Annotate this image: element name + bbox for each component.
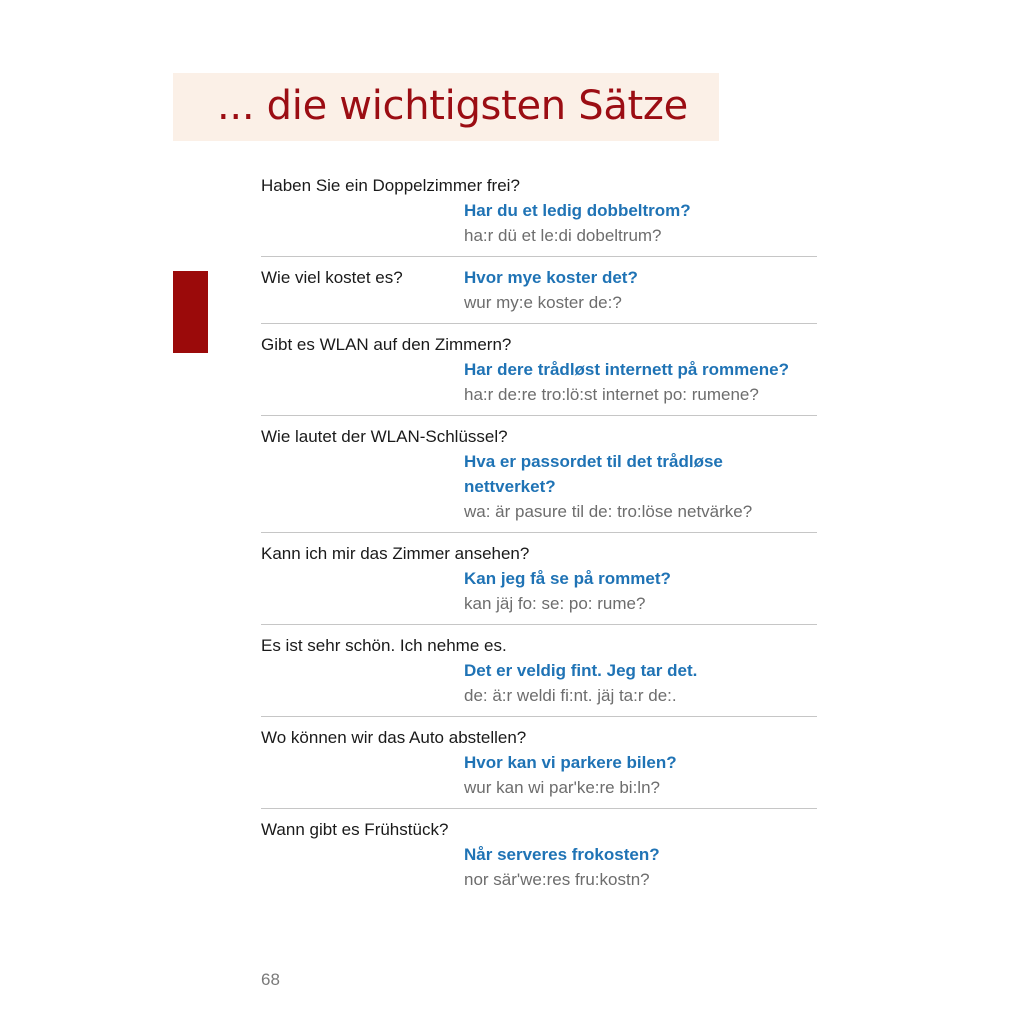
phrase-list [261, 173, 817, 908]
norwegian-translation: Hvor kan vi parkere bilen? [464, 753, 677, 772]
german-phrase: Haben Sie ein Doppelzimmer frei? [261, 176, 520, 195]
german-phrase: Wie lautet der WLAN-Schlüssel? [261, 427, 508, 446]
chapter-marker [173, 271, 208, 353]
phrase-entry [261, 265, 817, 324]
pronunciation: de: ä:r weldi fi:nt. jäj ta:r de:. [464, 686, 677, 705]
page-title: ... die wichtigsten Sätze [217, 83, 688, 129]
german-phrase: Kann ich mir das Zimmer ansehen? [261, 544, 530, 563]
german-phrase: Wann gibt es Frühstück? [261, 820, 449, 839]
phrase-entry [261, 541, 817, 625]
pronunciation: ha:r de:re tro:lö:st internet po: rumene? [464, 385, 759, 404]
title-banner [173, 73, 719, 141]
pronunciation: kan jäj fo: se: po: rume? [464, 594, 646, 613]
phrase-entry [261, 332, 817, 416]
norwegian-translation: Hva er passordet til det trådløse nettverket? [464, 452, 723, 496]
norwegian-translation: Kan jeg få se på rommet? [464, 569, 671, 588]
pronunciation: ha:r dü et le:di dobeltrum? [464, 226, 662, 245]
pronunciation: nor sär'we:res fru:kostn? [464, 870, 650, 889]
norwegian-translation: Har dere trådløst internett på rommene? [464, 360, 789, 379]
pronunciation: wur kan wi par'ke:re bi:ln? [464, 778, 660, 797]
phrase-entry [261, 817, 817, 900]
german-phrase: Wo können wir das Auto abstellen? [261, 728, 527, 747]
phrase-entry [261, 725, 817, 809]
pronunciation: wur my:e koster de:? [464, 293, 622, 312]
german-phrase: Gibt es WLAN auf den Zimmern? [261, 335, 512, 354]
german-phrase: Wie viel kostet es? [261, 268, 403, 287]
norwegian-translation: Det er veldig fint. Jeg tar det. [464, 661, 698, 680]
pronunciation: wa: är pasure til de: tro:löse netvärke? [464, 502, 753, 521]
norwegian-translation: Har du et ledig dobbeltrom? [464, 201, 691, 220]
page-number: 68 [261, 970, 280, 989]
phrase-entry [261, 424, 817, 533]
norwegian-translation: Når serveres frokosten? [464, 845, 660, 864]
phrase-entry [261, 173, 817, 257]
german-phrase: Es ist sehr schön. Ich nehme es. [261, 636, 507, 655]
norwegian-translation: Hvor mye koster det? [464, 268, 638, 287]
phrase-entry [261, 633, 817, 717]
